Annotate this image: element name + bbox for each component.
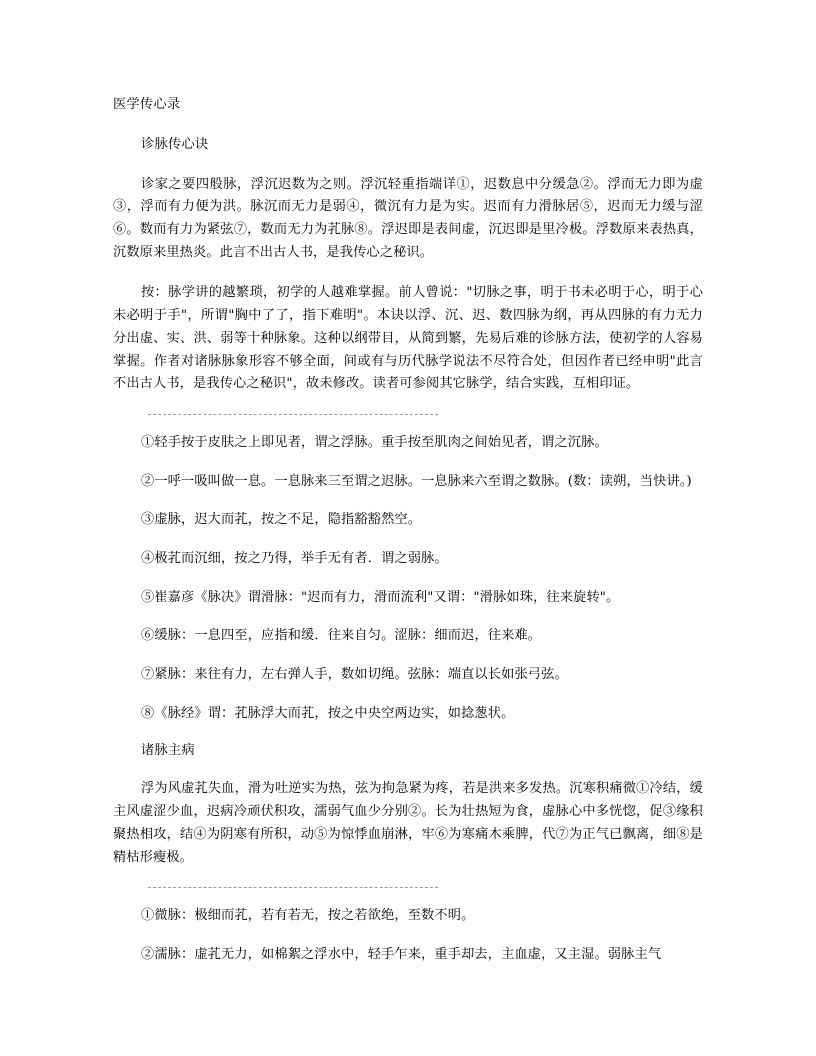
horizontal-divider-icon bbox=[148, 414, 438, 415]
verse-paragraph: 诊家之要四般脉，浮沉迟数为之则。浮沉轻重指端详①，迟数息中分缓急②。浮而无力即为虚③，浮而有力便为洪。脉沉而无力是弱④，微沉有力是为实。迟而有力滑脉居⑤，迟而无力缓与涩⑥。数而有力为紧弦⑦，数而无力为芤脉⑧。浮迟即是表间虚，沉迟即是里冷极。浮数原来表热真，沉数原来里热炎。此言不出古人书，是我传心之秘识。 bbox=[113, 176, 703, 260]
footnote-item: ⑦紧脉：来往有力，左右弹人手，数如切绳。弦脉：端直以长如张弓弦。 bbox=[141, 667, 568, 683]
divider-two-wrap bbox=[113, 887, 703, 888]
footnote-item: ①微脉：极细而芤，若有若无，按之若欲绝，至数不明。 bbox=[141, 908, 475, 924]
footnote-item: ⑧《脉经》谓：芤脉浮大而芤，按之中央空两边实，如捻葱状。 bbox=[141, 705, 515, 721]
footnote-item: ②濡脉：虚芤无力，如棉絮之浮水中，轻手乍来，重手却去，主血虚，又主湿。弱脉主气 bbox=[141, 946, 662, 962]
section-heading-diagnosis: 诊脉传心诀 bbox=[141, 136, 209, 152]
divider-one-wrap bbox=[113, 414, 703, 415]
pulse-diseases-paragraph: 浮为风虚芤失血，滑为吐逆实为热，弦为拘急紧为疼，若是洪来多发热。沉寒积痛微①冷结，缓主风虚涩少血，迟病冷顽伏积攻，濡弱气血少分别②。长为壮热短为食，虚脉心中多恍惚，促③缘积聚热相攻，结④为阴寒有所积，动⑤为惊悸血崩淋，牢⑥为寒痛木乘脾，代⑦为正气已飘离，细⑧是精枯形瘦极。 bbox=[113, 781, 703, 865]
footnote-item: ①轻手按于皮肤之上即见者，谓之浮脉。重手按至肌肉之间始见者，谓之沉脉。 bbox=[141, 434, 608, 450]
footnote-item: ⑥缓脉：一息四至，应指和缓．往来自匀。涩脉：细而迟，往来难。 bbox=[141, 628, 542, 644]
footnote-item: ⑤崔嘉彦《脉决》谓滑脉："迟而有力，滑而流利"又谓："滑脉如珠，往来旋转"。 bbox=[141, 589, 620, 605]
footnote-item: ②一呼一吸叫做一息。一息脉来三至谓之迟脉。一息脉来六至谓之数脉。(数：读朔，当快讲。) bbox=[141, 473, 692, 489]
footnote-item: ④极芤而沉细，按之乃得，举手无有者．谓之弱脉。 bbox=[141, 551, 448, 567]
footnote-item: ③虚脉，迟大而芤，按之不足，隐指豁豁然空。 bbox=[141, 512, 422, 528]
commentary-paragraph: 按：脉学讲的越繁琐，初学的人越难掌握。前人曾说："切脉之事，明于书未必明于心，明于心未必明于手"，所谓"胸中了了，指下难明"。本诀以浮、沉、迟、数四脉为纲，再从四脉的有力无力分出虚、实、洪、弱等十种脉象。这种以纲带目，从简到繁，先易后难的诊脉方法，使初学的人容易掌握。作者对诸脉脉象形容不够全面，间或有与历代脉学说法不尽符合处，但因作者已经申明"此言不出古人书，是我传心之秘识"，故未修改。读者可参阅其它脉学，结合实践，互相印证。 bbox=[113, 285, 703, 392]
section-heading-pulse-diseases: 诸脉主病 bbox=[141, 742, 195, 758]
horizontal-divider-icon bbox=[148, 887, 438, 888]
document-title: 医学传心录 bbox=[113, 97, 181, 112]
